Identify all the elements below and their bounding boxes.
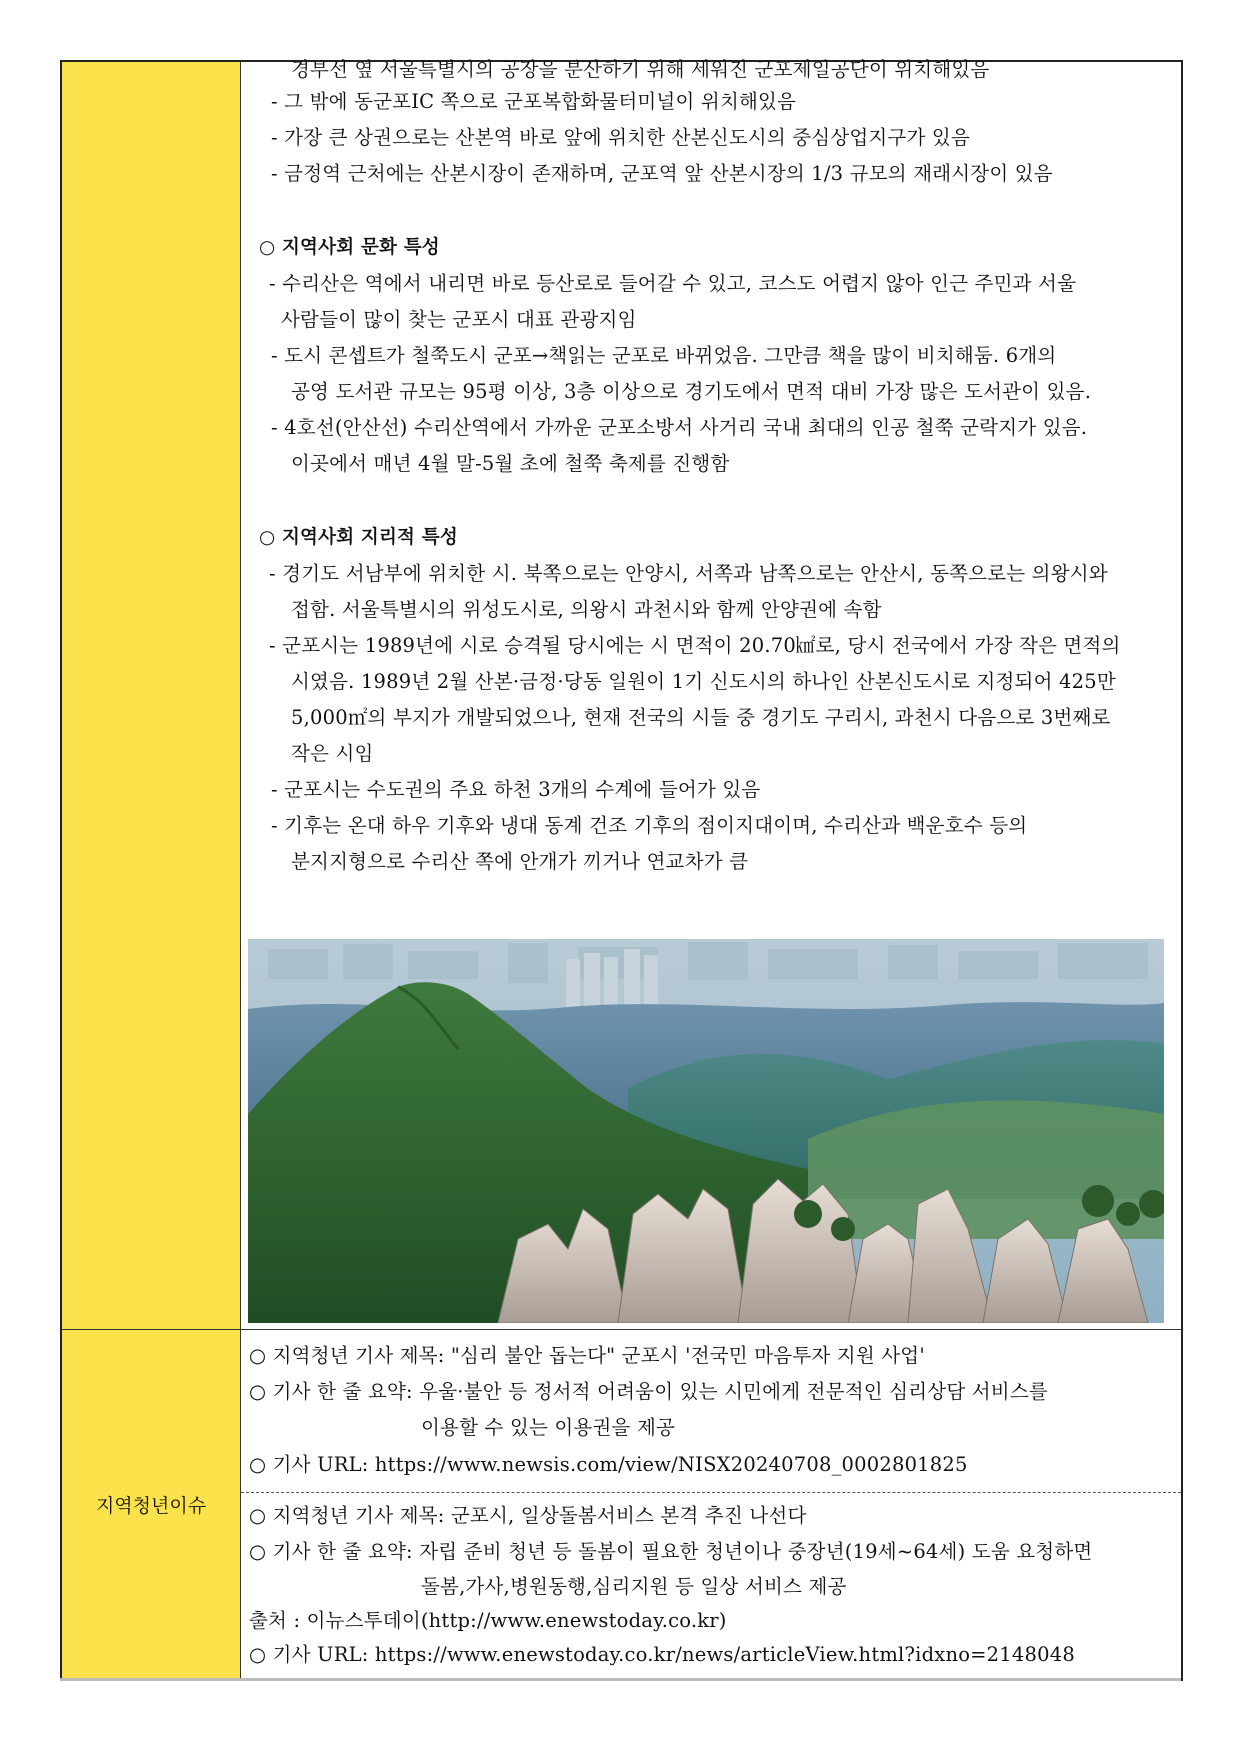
region-info-row (62, 58, 1181, 1330)
article-2-summary-2: 돌봄,가사,병원동행,심리지원 등 일상 서비스 제공 (421, 1575, 847, 1598)
industry-line-4: - 금정역 근처에는 산본시장이 존재하며, 군포역 앞 산본시장의 1/3 규모의 재래시장이 있음 (271, 162, 1053, 185)
industry-line-3: - 가장 큰 상권으로는 산본역 바로 앞에 위치한 산본신도시의 중심상업지구가 있음 (271, 126, 970, 149)
culture-line-1: - 수리산은 역에서 내리면 바로 등산로로 들어갈 수 있고, 코스도 어렵지 않아 인근 주민과 서울 (269, 272, 1077, 295)
geography-line-4: 시였음. 1989년 2월 산본·금정·당동 일원이 1기 신도시의 하나인 산본신도시로 지정되어 425만 (291, 670, 1116, 693)
region-info-label-cell (62, 62, 241, 1329)
article-1-url[interactable]: ○ 기사 URL: https://www.newsis.com/view/NISX20240708_0002801825 (249, 1453, 968, 1476)
article-1 (241, 1330, 1181, 1493)
culture-line-3: - 도시 콘셉트가 철쭉도시 군포→책읽는 군포로 바뀌었음. 그만큼 책을 많이 비치해둠. 6개의 (271, 344, 1057, 367)
geography-line-1: - 경기도 서남부에 위치한 시. 북쪽으로는 안양시, 서쪽과 남쪽으로는 안산시, 동쪽으로는 의왕시와 (269, 562, 1108, 585)
article-1-title: ○ 지역청년 기사 제목: "심리 불안 돕는다" 군포시 '전국민 마음투자 지원 사업' (249, 1344, 925, 1367)
article-1-summary-1: ○ 기사 한 줄 요약: 우울·불안 등 정서적 어려움이 있는 시민에게 전문적인 심리상담 서비스를 (249, 1380, 1048, 1403)
industry-line-1: 경부선 옆 서울특별시의 공장을 분산하기 위해 세워진 군포제일공단이 위치해있음 (291, 58, 990, 81)
youth-issue-row (62, 1330, 1181, 1679)
geography-line-2: 접함. 서울특별시의 위성도시로, 의왕시 과천시와 함께 안양권에 속함 (291, 598, 882, 621)
culture-heading: ○ 지역사회 문화 특성 (259, 237, 440, 258)
article-2-source: 출처 : 이뉴스투데이(http://www.enewstoday.co.kr) (249, 1609, 727, 1632)
document-table (60, 60, 1183, 1681)
industry-line-2: - 그 밖에 동군포IC 쪽으로 군포복합화물터미널이 위치해있음 (271, 90, 797, 113)
geography-line-7: - 군포시는 수도권의 주요 하천 3개의 수계에 들어가 있음 (271, 778, 761, 801)
culture-line-5: - 4호선(안산선) 수리산역에서 가까운 군포소방서 사거리 국내 최대의 인공 철쭉 군락지가 있음. (271, 416, 1088, 439)
article-2-url[interactable]: ○ 기사 URL: https://www.enewstoday.co.kr/news/articleView.html?idxno=2148048 (249, 1643, 1075, 1666)
article-2-title: ○ 지역청년 기사 제목: 군포시, 일상돌봄서비스 본격 추진 나선다 (249, 1504, 807, 1527)
culture-line-4: 공영 도서관 규모는 95평 이상, 3층 이상으로 경기도에서 면적 대비 가장 많은 도서관이 있음. (291, 380, 1092, 403)
geography-line-6: 작은 시임 (291, 742, 374, 765)
culture-line-6: 이곳에서 매년 4월 말-5월 초에 철쭉 축제를 진행함 (291, 452, 730, 475)
article-2 (241, 1493, 1181, 1679)
region-info-content (241, 58, 1181, 1329)
article-2-summary-1: ○ 기사 한 줄 요약: 자립 준비 청년 등 돌봄이 필요한 청년이나 중장년(19세~64세) 도움 요청하면 (249, 1540, 1093, 1563)
geography-line-9: 분지지형으로 수리산 쪽에 안개가 끼거나 연교차가 큼 (291, 850, 749, 873)
article-1-summary-2: 이용할 수 있는 이용권을 제공 (421, 1416, 676, 1439)
geography-line-3: - 군포시는 1989년에 시로 승격될 당시에는 시 면적이 20.70㎢로, 당시 전국에서 가장 작은 면적의 (269, 634, 1121, 657)
surisan-mountain-photo (248, 939, 1164, 1323)
youth-issue-content (241, 1330, 1181, 1679)
geography-line-8: - 기후는 온대 하우 기후와 냉대 동계 건조 기후의 점이지대이며, 수리산과 백운호수 등의 (271, 814, 1028, 837)
geography-line-5: 5,000㎡의 부지가 개발되었으나, 현재 전국의 시들 중 경기도 구리시, 과천시 다음으로 3번째로 (291, 706, 1111, 729)
page-bottom-rule (60, 1678, 1181, 1681)
youth-issue-label: 지역청년이슈 (62, 1330, 241, 1679)
culture-line-2: 사람들이 많이 찾는 군포시 대표 관광지임 (281, 308, 637, 331)
geography-heading: ○ 지역사회 지리적 특성 (259, 527, 458, 548)
